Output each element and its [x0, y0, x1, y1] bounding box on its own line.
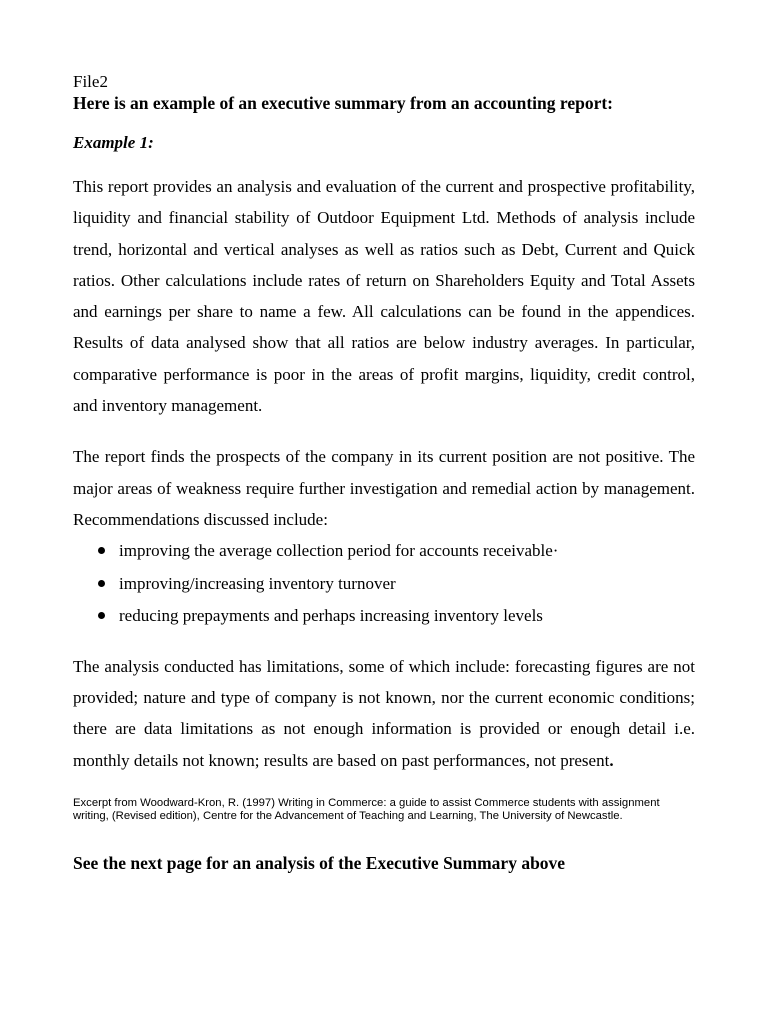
- list-item: [73, 535, 695, 568]
- bullet-icon: [98, 612, 105, 619]
- summary-paragraph-2: The report finds the prospects of the company in its current position are not positive. The major areas of weakness require further investigation and remedial action by management. Recommendations discussed include:: [73, 447, 695, 529]
- example-label: Example 1:: [73, 133, 154, 152]
- paragraph-3-text: The analysis conducted has limitations, some of which include: forecasting figures are not provided; nature and type of company is not known, nor the current economic conditions; there are data limitations as not enough information is provided or enough detail i.e. monthly details not known; results are based on past performances, not present: [73, 656, 695, 770]
- document-page: [73, 72, 695, 874]
- list-item: [73, 600, 695, 633]
- bullet-icon: [98, 547, 105, 554]
- list-item: [73, 568, 695, 601]
- list-item-text: reducing prepayments and perhaps increasing inventory levels: [119, 606, 543, 626]
- see-next-page-note: See the next page for an analysis of the Executive Summary above: [73, 852, 566, 873]
- file-label: File2: [73, 72, 108, 91]
- bullet-icon: [98, 580, 105, 587]
- excerpt-citation: Excerpt from Woodward-Kron, R. (1997) Writing in Commerce: a guide to assist Commerce students with assignment writing, (Revised edition), Centre for the Advancement of Teaching and Learning, The University of Newcastle.: [73, 796, 660, 823]
- summary-paragraph-3: [73, 651, 695, 776]
- summary-paragraph-1: This report provides an analysis and evaluation of the current and prospective profitability, liquidity and financial stability of Outdoor Equipment Ltd. Methods of analysis include trend, horizontal and vertical analyses as well as ratios such as Debt, Current and Quick ratios. Other calculations include rates of return on Shareholders Equity and Total Assets and earnings per share to name a few. All calculations can be found in the appendices. Results of data analysed show that all ratios are below industry averages. In particular, comparative performance is poor in the areas of profit margins, liquidity, credit control, and inventory management.: [73, 177, 695, 416]
- recommendations-list: [73, 535, 695, 633]
- list-item-text: improving/increasing inventory turnover: [119, 573, 396, 593]
- page-heading: Here is an example of an executive summary from an accounting report:: [73, 93, 613, 113]
- paragraph-3-end: .: [609, 750, 614, 770]
- list-item-text: improving the average collection period for accounts receivable·: [119, 541, 559, 561]
